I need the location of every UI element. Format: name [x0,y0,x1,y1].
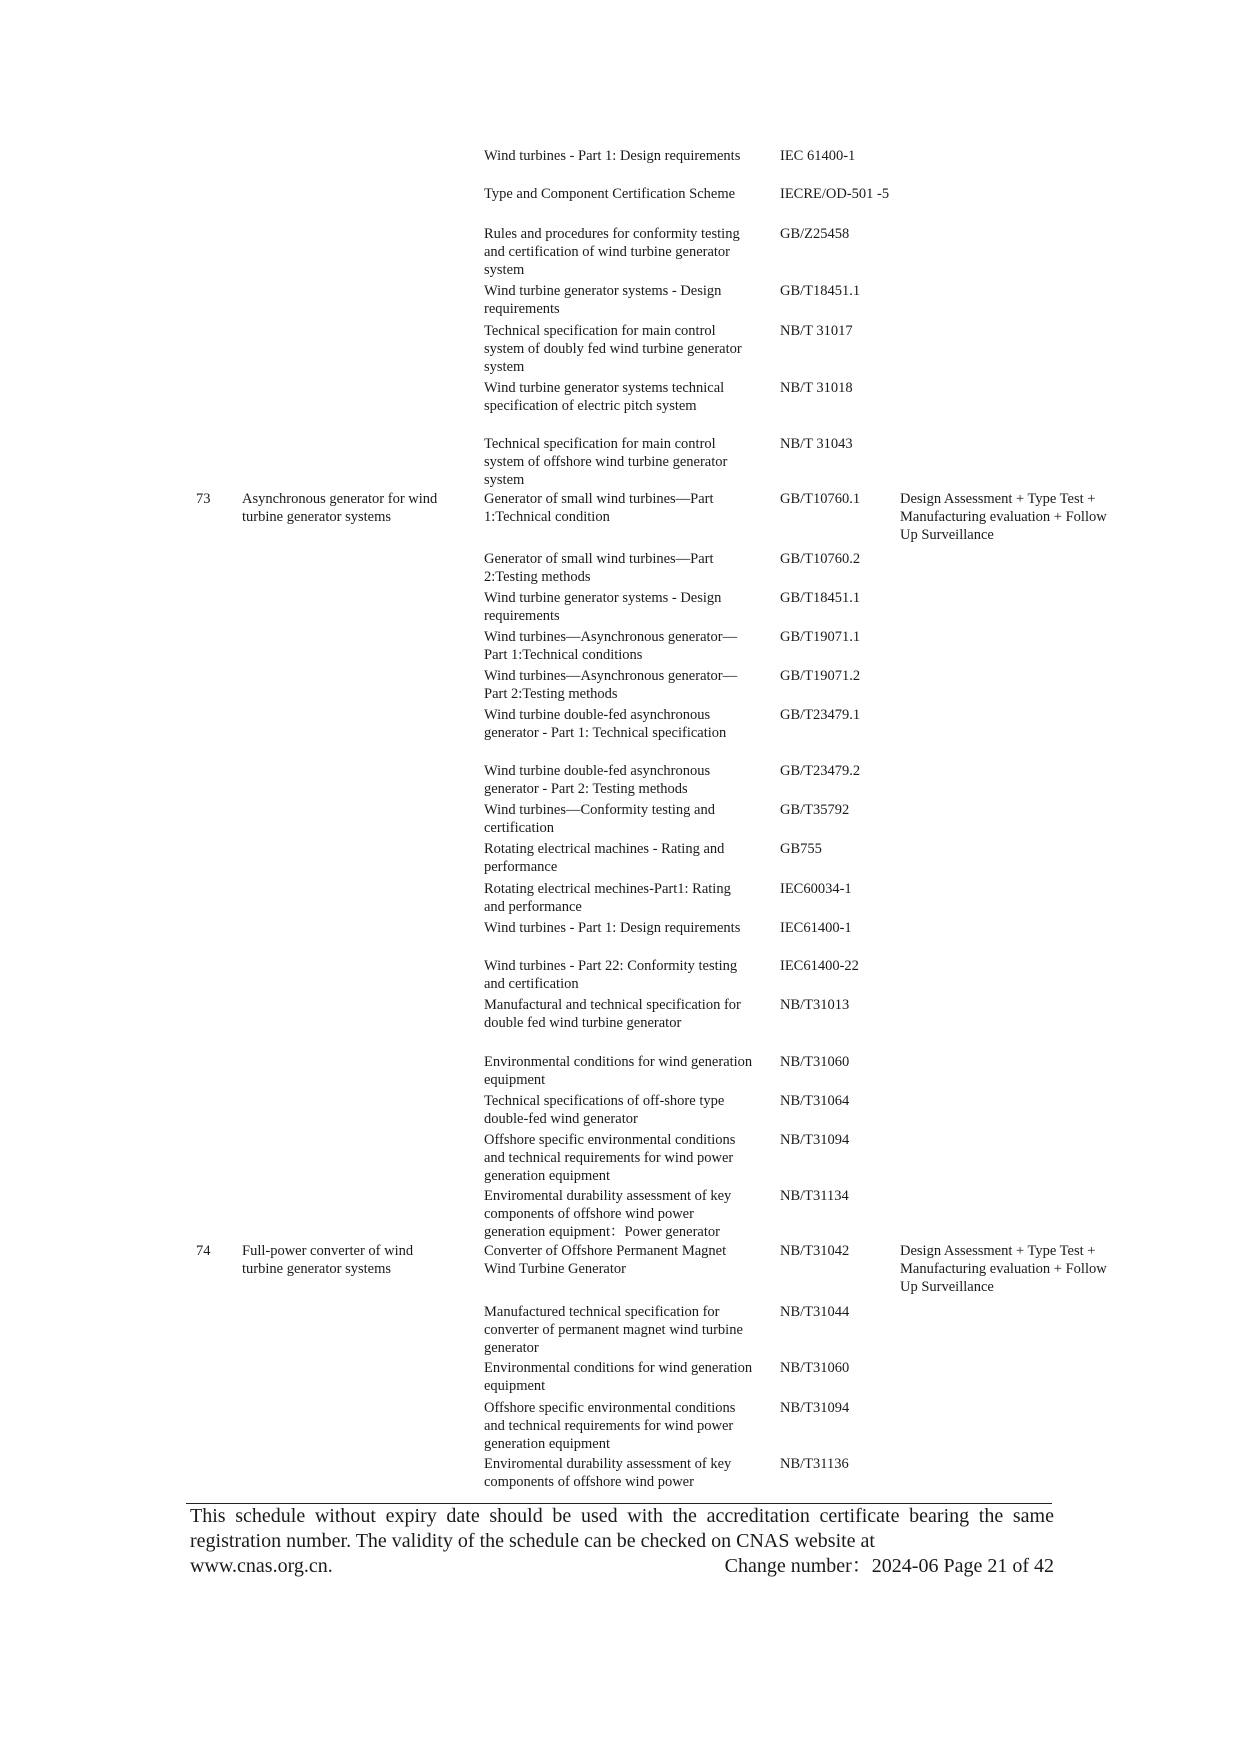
standard-title: Wind turbines - Part 1: Design requirements [484,148,741,164]
standard-code: IEC60034-1 [780,881,852,897]
standard-code: IEC61400-1 [780,920,852,936]
standard-code: NB/T31136 [780,1456,849,1472]
standard-title: Wind turbines—Asynchronous generator—Part 2:Testing methods [484,668,738,702]
standard-code: GB/T19071.1 [780,629,861,645]
standard-code: NB/T 31017 [780,323,853,339]
standard-code: NB/T31094 [780,1400,850,1416]
standard-code: GB/T35792 [780,802,850,818]
standard-title: Rotating electrical machines - Rating and performance [484,841,725,875]
standard-code: GB/T23479.1 [780,707,861,723]
standard-title: Enviromental durability assessment of key components of offshore wind power generation equipment：Power generator [484,1188,732,1240]
standard-code: GB/T10760.2 [780,551,861,567]
standard-title: Environmental conditions for wind generation equipment [484,1054,753,1088]
certification-method: Design Assessment + Type Test + Manufacturing evaluation + Follow Up Surveillance [900,491,1107,543]
standard-code: NB/T31094 [780,1132,850,1148]
standard-title: Wind turbines - Part 22: Conformity testing and certification [484,958,738,992]
standard-code: NB/T 31018 [780,380,853,396]
standard-code: GB755 [780,841,822,857]
standard-title: Technical specifications of off-shore type double-fed wind generator [484,1093,725,1127]
standard-title: Offshore specific environmental conditions and technical requirements for wind power generation equipment [484,1132,736,1184]
footer-website-link[interactable]: www.cnas.org.cn. [190,1555,333,1577]
standard-code: GB/T18451.1 [780,590,861,606]
row-number: 73 [196,491,211,507]
standard-code: IECRE/OD-501 -5 [780,186,890,202]
standard-title: Manufactural and technical specification for double fed wind turbine generator [484,997,741,1031]
standard-code: NB/T31044 [780,1304,850,1320]
standard-code: NB/T31064 [780,1093,850,1109]
standard-title: Manufactured technical specification for converter of permanent magnet wind turbine generator [484,1304,743,1356]
standard-title: Technical specification for main control system of offshore wind turbine generator system [484,436,728,488]
standard-title: Wind turbines - Part 1: Design requirements [484,920,741,936]
standard-code: NB/T31060 [780,1360,850,1376]
standard-code: NB/T 31043 [780,436,853,452]
standard-code: IEC61400-22 [780,958,859,974]
standard-title: Offshore specific environmental conditions and technical requirements for wind power generation equipment [484,1400,736,1452]
product-name: Full-power converter of wind turbine generator systems [242,1243,414,1277]
standard-title: Generator of small wind turbines—Part 1:Technical condition [484,491,714,525]
footer-notice: This schedule without expiry date should be used with the accreditation certificate bearing the same registration number. The validity of the schedule can be checked on CNAS website at [190,1505,1054,1552]
standard-title: Rotating electrical mechines-Part1: Rating and performance [484,881,731,915]
standard-title: Wind turbines—Conformity testing and certification [484,802,715,836]
standard-title: Technical specification for main control system of doubly fed wind turbine generator system [484,323,742,375]
standard-title: Generator of small wind turbines—Part 2:Testing methods [484,551,714,585]
footer-page-info: Change number：2024-06 Page 21 of 42 [724,1555,1054,1577]
row-number: 74 [196,1243,211,1259]
standard-title: Enviromental durability assessment of key components of offshore wind power [484,1456,732,1490]
standard-code: GB/T23479.2 [780,763,861,779]
certification-method: Design Assessment + Type Test + Manufacturing evaluation + Follow Up Surveillance [900,1243,1107,1295]
standard-code: IEC 61400-1 [780,148,856,164]
standard-title: Type and Component Certification Scheme [484,186,736,202]
standard-code: NB/T31134 [780,1188,849,1204]
standard-title: Wind turbine generator systems technical specification of electric pitch system [484,380,725,414]
standard-title: Wind turbine double-fed asynchronous generator - Part 1: Technical specification [484,707,727,741]
standard-title: Converter of Offshore Permanent Magnet Wind Turbine Generator [484,1243,727,1277]
standard-title: Wind turbine generator systems - Design requirements [484,590,722,624]
standard-code: GB/T18451.1 [780,283,861,299]
standard-code: NB/T31060 [780,1054,850,1070]
standard-code: NB/T31013 [780,997,850,1013]
standard-title: Rules and procedures for conformity testing and certification of wind turbine generator system [484,226,740,278]
standard-title: Wind turbine double-fed asynchronous generator - Part 2: Testing methods [484,763,711,797]
standard-title: Wind turbine generator systems - Design requirements [484,283,722,317]
standard-code: GB/T19071.2 [780,668,861,684]
product-name: Asynchronous generator for wind turbine generator systems [242,491,438,525]
standard-code: NB/T31042 [780,1243,850,1259]
standard-title: Environmental conditions for wind generation equipment [484,1360,753,1394]
standard-code: GB/Z25458 [780,226,850,242]
standard-code: GB/T10760.1 [780,491,861,507]
standard-title: Wind turbines—Asynchronous generator—Part 1:Technical conditions [484,629,738,663]
